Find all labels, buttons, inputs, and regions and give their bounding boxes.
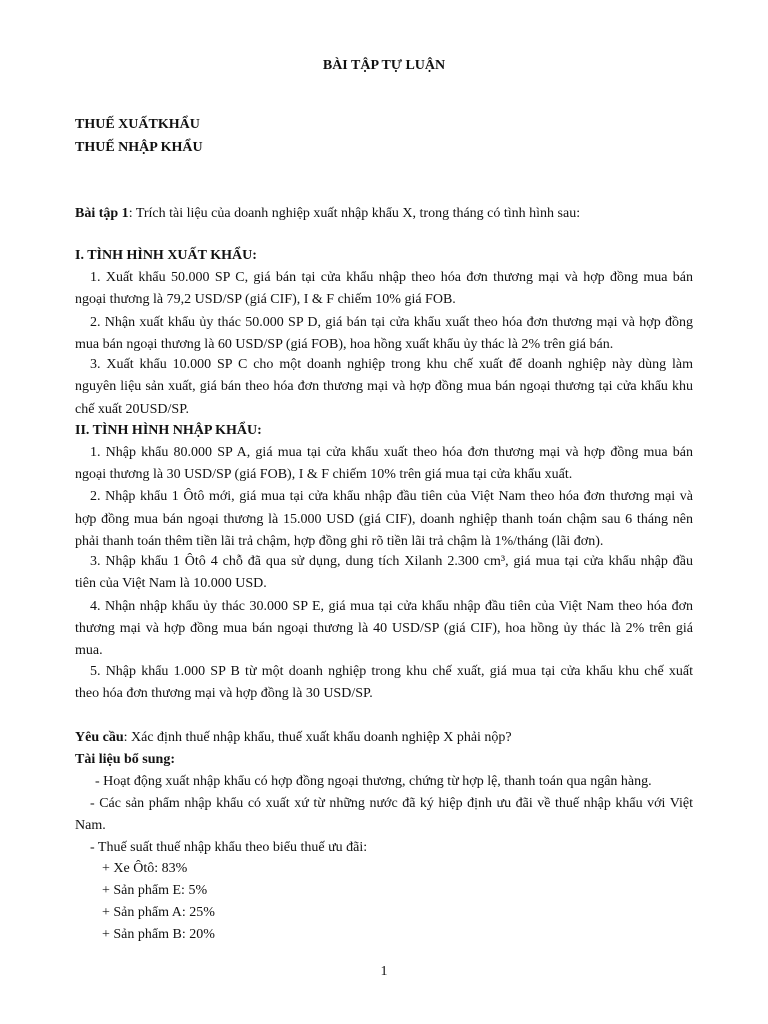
section-export-title: I. TÌNH HÌNH XUẤT KHẨU: — [75, 248, 257, 263]
import-item-5-line-2: theo hóa đơn thương mại và hợp đồng là 30 USD/SP. — [75, 686, 373, 701]
export-item-1-line-2: ngoại thương là 79,2 USD/SP (giá CIF), I & F chiếm 10% giá FOB. — [75, 292, 456, 307]
import-item-3-line-2: tiên của Việt Nam là 10.000 USD. — [75, 576, 267, 591]
import-item-2-line-1: 2. Nhập khẩu 1 Ôtô mới, giá mua tại cửa khẩu nhập đầu tiên của Việt Nam theo hóa đơn thương mại và — [90, 489, 693, 504]
page-number: 1 — [380, 964, 388, 979]
import-item-5-line-1: 5. Nhập khẩu 1.000 SP B từ một doanh nghiệp trong khu chế xuất, giá mua tại cửa khẩu khu chế xuất — [90, 664, 693, 679]
exercise-text: : Trích tài liệu của doanh nghiệp xuất nhập khẩu X, trong tháng có tình hình sau: — [128, 206, 581, 221]
export-item-2-line-1: 2. Nhận xuất khẩu ủy thác 50.000 SP D, giá bán tại cửa khẩu xuất theo hóa đơn thương mại và hợp đồng — [90, 315, 693, 330]
export-item-3-line-3: chế xuất 20USD/SP. — [75, 402, 189, 417]
import-item-1-line-1: 1. Nhập khẩu 80.000 SP A, giá mua tại cửa khẩu xuất theo hóa đơn thương mại và hợp đồng mua bán — [90, 445, 693, 460]
import-item-4-line-2: thương mại và hợp đồng mua bán ngoại thương là 40 USD/SP (giá CIF), hoa hồng ủy thác là 2% trên giá — [75, 621, 693, 636]
import-item-2-line-2: hợp đồng mua bán ngoại thương là 15.000 USD (giá CIF), doanh nghiệp thanh toán chậm sau 6 tháng nên — [75, 512, 693, 527]
import-item-3-line-1: 3. Nhập khẩu 1 Ôtô 4 chỗ đã qua sử dụng, dung tích Xilanh 2.300 cm³, giá mua tại cửa khẩu nhập đầu — [90, 554, 693, 569]
import-item-2-line-3: phải thanh toán thêm tiền lãi trả chậm, hợp đồng ghi rõ tiền lãi trả chậm là 1%/tháng (lãi đơn). — [75, 534, 604, 549]
rate-product-e: + Sản phẩm E: 5% — [102, 883, 208, 898]
document-page — [75, 0, 693, 1024]
requirement-text: : Xác định thuế nhập khẩu, thuế xuất khẩu doanh nghiệp X phải nộp? — [123, 730, 512, 745]
heading-import-tax: THUẾ NHẬP KHẨU — [75, 140, 203, 155]
requirement-label: Yêu cầu — [75, 730, 124, 745]
export-item-1-line-1: 1. Xuất khẩu 50.000 SP C, giá bán tại cửa khẩu nhập theo hóa đơn thương mại và hợp đồng mua bán — [90, 270, 693, 285]
exercise-label: Bài tập 1 — [75, 206, 129, 221]
supplement-item-1: - Hoạt động xuất nhập khẩu có hợp đồng ngoại thương, chứng từ hợp lệ, thanh toán qua ngân hàng. — [95, 774, 652, 789]
supplement-item-2-line-1: - Các sản phẩm nhập khẩu có xuất xứ từ những nước đã ký hiệp định ưu đãi về thuế nhập khẩu với Việt — [90, 796, 693, 811]
exercise-intro — [75, 207, 580, 221]
import-item-4-line-1: 4. Nhận nhập khẩu ủy thác 30.000 SP E, giá mua tại cửa khẩu nhập đầu tiên của Việt Nam theo hóa đơn — [90, 599, 693, 614]
rate-product-a: + Sản phẩm A: 25% — [102, 905, 215, 920]
supplement-item-2-line-2: Nam. — [75, 818, 106, 833]
export-item-3-line-2: nguyên liệu sản xuất, giá bán theo hóa đơn thương mại và hợp đồng mua bán ngoại thương tại cửa khẩu khu — [75, 379, 693, 394]
rate-car: + Xe Ôtô: 83% — [102, 861, 188, 876]
section-import-title: II. TÌNH HÌNH NHẬP KHẨU: — [75, 423, 262, 438]
import-item-4-line-3: mua. — [75, 643, 103, 658]
rate-product-b: + Sản phẩm B: 20% — [102, 927, 215, 942]
supplement-title: Tài liệu bổ sung: — [75, 752, 175, 767]
page-title: BÀI TẬP TỰ LUẬN — [322, 58, 446, 73]
export-item-2-line-2: mua bán ngoại thương là 60 USD/SP (giá FOB), hoa hồng xuất khẩu ủy thác là 2% trên giá bán. — [75, 337, 614, 352]
supplement-item-3: - Thuế suất thuế nhập khẩu theo biểu thuế ưu đãi: — [90, 840, 368, 855]
import-item-1-line-2: ngoại thương là 30 USD/SP (giá FOB), I & F chiếm 10% trên giá mua tại cửa khẩu xuất. — [75, 467, 573, 482]
heading-export-tax: THUẾ XUẤTKHẨU — [75, 117, 200, 132]
export-item-3-line-1: 3. Xuất khẩu 10.000 SP C cho một doanh nghiệp trong khu chế xuất để doanh nghiệp này dùng làm — [90, 357, 693, 372]
requirement — [75, 731, 512, 745]
